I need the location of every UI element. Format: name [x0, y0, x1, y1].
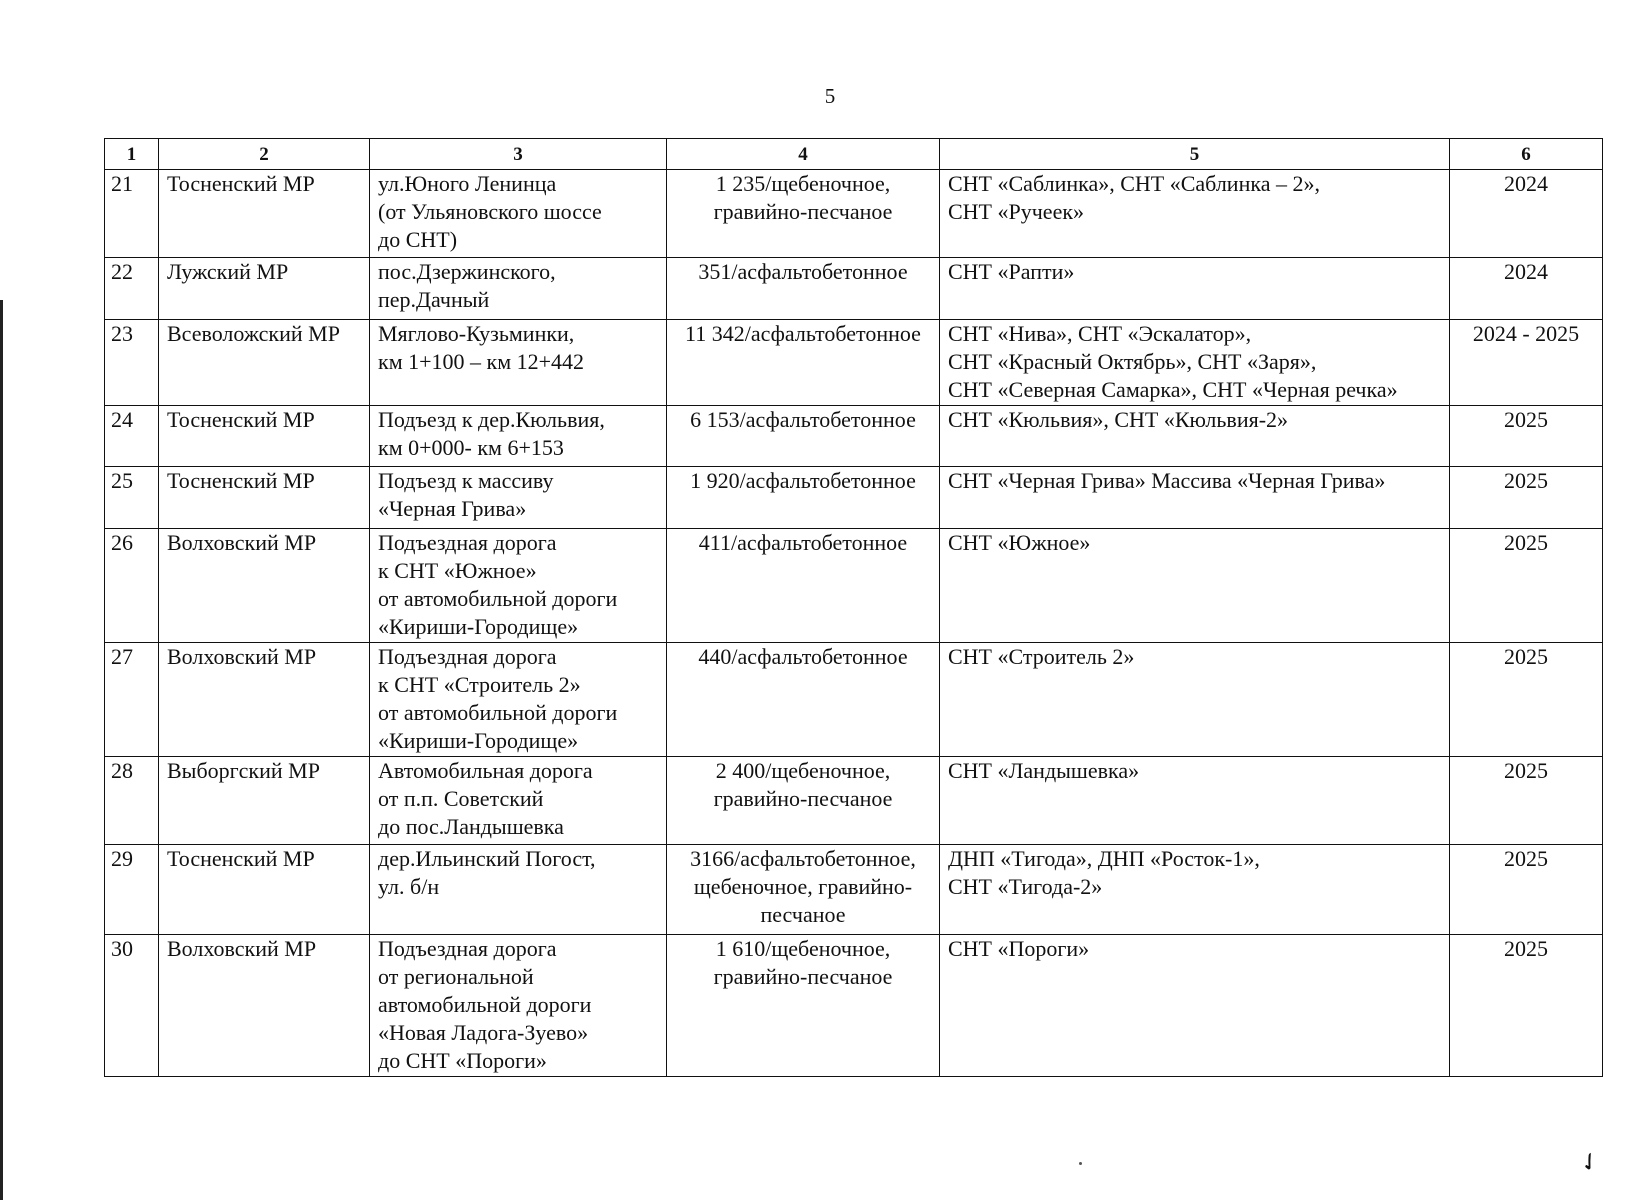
cell-year: 2025: [1450, 406, 1603, 467]
cell-number: 23: [105, 320, 159, 406]
cell-number: 28: [105, 757, 159, 845]
cell-length-surface: 3166/асфальтобетонное, щебеночное, гравийно- песчаное: [667, 845, 940, 935]
table-row: [105, 320, 1603, 406]
cell-settlements: СНТ «Кюльвия», СНТ «Кюльвия-2»: [940, 406, 1450, 467]
cell-road: дер.Ильинский Погост, ул. б/н: [370, 845, 667, 935]
cell-year: 2024 - 2025: [1450, 320, 1603, 406]
page-number: 5: [824, 84, 836, 108]
cell-number: 21: [105, 170, 159, 258]
cell-length-surface: 11 342/асфальтобетонное: [667, 320, 940, 406]
cell-district: Волховский МР: [159, 935, 370, 1077]
table-row: [105, 467, 1603, 529]
cell-settlements: СНТ «Пороги»: [940, 935, 1450, 1077]
cell-district: Выборгский МР: [159, 757, 370, 845]
table-row: [105, 643, 1603, 757]
cell-year: 2025: [1450, 935, 1603, 1077]
cell-length-surface: 351/асфальтобетонное: [667, 258, 940, 320]
cell-settlements: СНТ «Ландышевка»: [940, 757, 1450, 845]
table-row: [105, 529, 1603, 643]
table-row: [105, 406, 1603, 467]
cell-length-surface: 2 400/щебеночное, гравийно-песчаное: [667, 757, 940, 845]
table-row: [105, 170, 1603, 258]
column-header-4: 4: [667, 139, 940, 170]
cell-number: 24: [105, 406, 159, 467]
table-row: [105, 845, 1603, 935]
cell-settlements: СНТ «Строитель 2»: [940, 643, 1450, 757]
cell-settlements: СНТ «Южное»: [940, 529, 1450, 643]
cell-road: Подъездная дорога от региональной автомобильной дороги «Новая Ладога-Зуево» до СНТ «Пороги»: [370, 935, 667, 1077]
cell-length-surface: 1 235/щебеночное, гравийно-песчаное: [667, 170, 940, 258]
cell-road: Мяглово-Кузьминки, км 1+100 – км 12+442: [370, 320, 667, 406]
column-header-6: 6: [1450, 139, 1603, 170]
cell-settlements: СНТ «Саблинка», СНТ «Саблинка – 2», СНТ «Ручеек»: [940, 170, 1450, 258]
roads-table: [104, 138, 1603, 1077]
cell-road: Подъезд к дер.Кюльвия, км 0+000- км 6+153: [370, 406, 667, 467]
cell-year: 2024: [1450, 170, 1603, 258]
cell-length-surface: 411/асфальтобетонное: [667, 529, 940, 643]
table-row: [105, 258, 1603, 320]
table-row: [105, 935, 1603, 1077]
cell-road: Подъездная дорога к СНТ «Южное» от автомобильной дороги «Кириши-Городище»: [370, 529, 667, 643]
cell-settlements: ДНП «Тигода», ДНП «Росток-1», СНТ «Тигода-2»: [940, 845, 1450, 935]
cell-district: Волховский МР: [159, 643, 370, 757]
cell-district: Тосненский МР: [159, 467, 370, 529]
cell-number: 27: [105, 643, 159, 757]
cell-number: 30: [105, 935, 159, 1077]
column-header-5: 5: [940, 139, 1450, 170]
cell-road: Подъездная дорога к СНТ «Строитель 2» от автомобильной дороги «Кириши-Городище»: [370, 643, 667, 757]
cell-length-surface: 1 920/асфальтобетонное: [667, 467, 940, 529]
table-header-row: [105, 139, 1603, 170]
cell-district: Тосненский МР: [159, 170, 370, 258]
scan-dot: [1079, 1162, 1082, 1165]
cell-length-surface: 1 610/щебеночное, гравийно-песчаное: [667, 935, 940, 1077]
cell-road: Автомобильная дорога от п.п. Советский до пос.Ландышевка: [370, 757, 667, 845]
cell-settlements: СНТ «Рапти»: [940, 258, 1450, 320]
cell-settlements: СНТ «Нива», СНТ «Эскалатор», СНТ «Красный Октябрь», СНТ «Заря», СНТ «Северная Самарка», СНТ «Черная речка»: [940, 320, 1450, 406]
cell-road: пос.Дзержинского, пер.Дачный: [370, 258, 667, 320]
cell-year: 2025: [1450, 757, 1603, 845]
cell-district: Тосненский МР: [159, 845, 370, 935]
cell-length-surface: 6 153/асфальтобетонное: [667, 406, 940, 467]
scan-edge-line: [0, 300, 3, 1200]
cell-district: Всеволожский МР: [159, 320, 370, 406]
cell-year: 2025: [1450, 845, 1603, 935]
cell-length-surface: 440/асфальтобетонное: [667, 643, 940, 757]
cell-year: 2025: [1450, 643, 1603, 757]
cell-road: ул.Юного Ленинца (от Ульяновского шоссе до СНТ): [370, 170, 667, 258]
cell-settlements: СНТ «Черная Грива» Массива «Черная Грива»: [940, 467, 1450, 529]
handwritten-check-mark: ✓: [1574, 1146, 1607, 1180]
table-body: [105, 170, 1603, 1077]
column-header-1: 1: [105, 139, 159, 170]
cell-year: 2024: [1450, 258, 1603, 320]
cell-district: Тосненский МР: [159, 406, 370, 467]
column-header-2: 2: [159, 139, 370, 170]
table-row: [105, 757, 1603, 845]
cell-district: Лужский МР: [159, 258, 370, 320]
cell-number: 26: [105, 529, 159, 643]
cell-road: Подъезд к массиву «Черная Грива»: [370, 467, 667, 529]
cell-number: 29: [105, 845, 159, 935]
cell-year: 2025: [1450, 529, 1603, 643]
column-header-3: 3: [370, 139, 667, 170]
cell-district: Волховский МР: [159, 529, 370, 643]
cell-number: 22: [105, 258, 159, 320]
cell-number: 25: [105, 467, 159, 529]
cell-year: 2025: [1450, 467, 1603, 529]
